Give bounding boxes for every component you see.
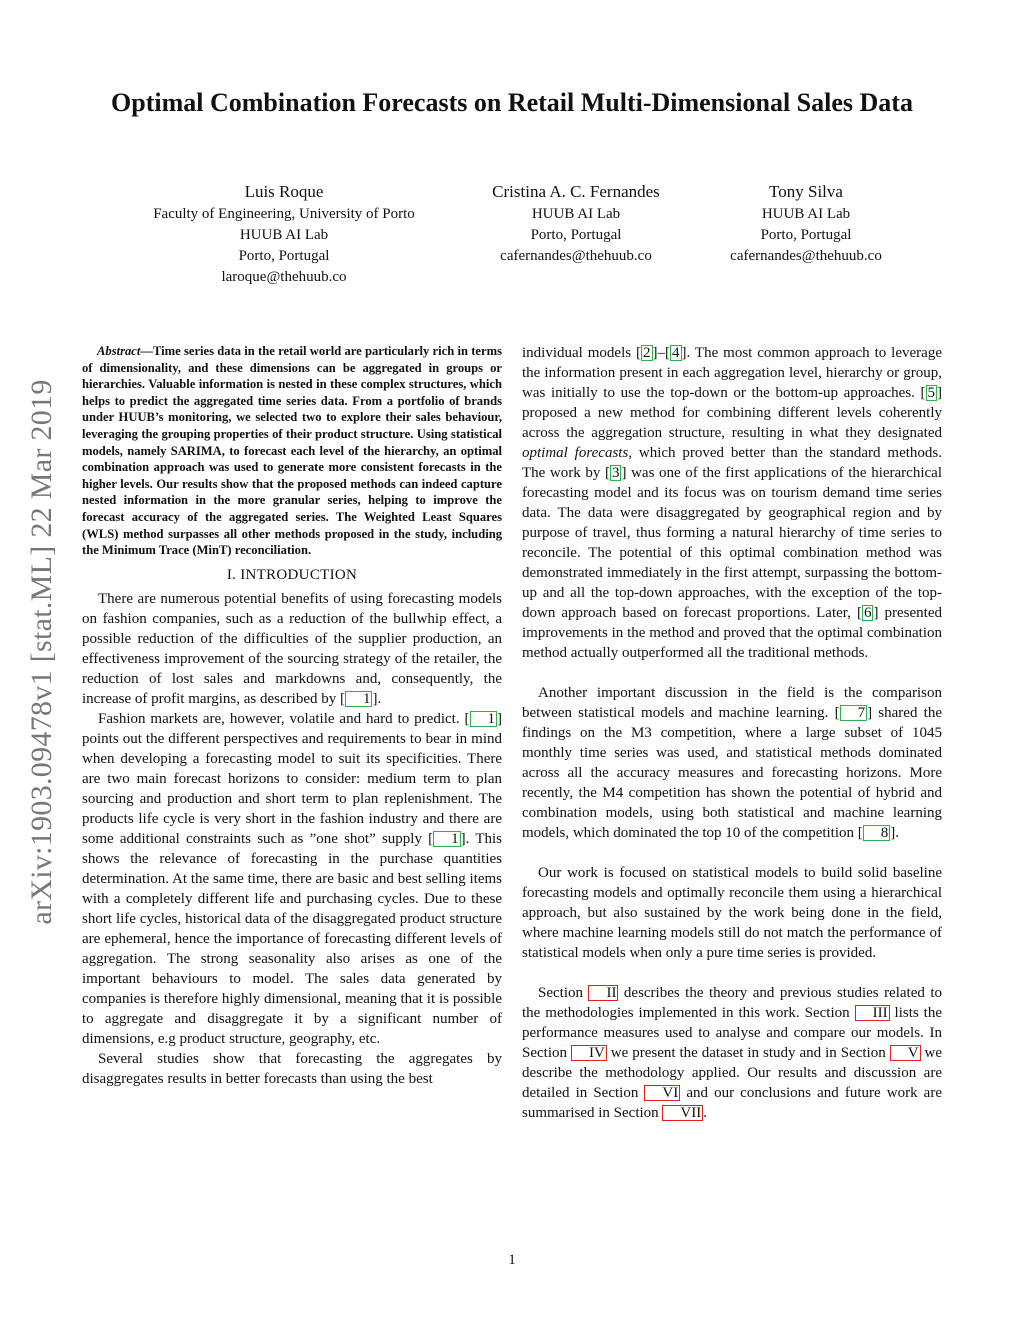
author-location: Porto, Portugal: [530, 227, 622, 243]
emphasis: optimal forecasts: [522, 445, 629, 461]
section-ref-link[interactable]: II: [588, 985, 618, 1001]
citation-link[interactable]: 8: [863, 825, 891, 841]
citation-link[interactable]: 3: [611, 465, 620, 481]
paper-title: Optimal Combination Forecasts on Retail Multi-Dimensional Sales Data: [111, 88, 913, 117]
citation-link[interactable]: 4: [672, 345, 680, 361]
arxiv-stamp: [22, 342, 62, 962]
paragraph-gap: [522, 843, 942, 863]
section-ref-link[interactable]: V: [890, 1045, 921, 1061]
author-2: [476, 180, 676, 267]
page-number: 1: [508, 1252, 516, 1268]
section-ref-link[interactable]: IV: [571, 1045, 607, 1061]
paragraph: Fashion markets are, however, volatile and hard to predict. [ 1 ] points out the different perspectives and requirements to bear in mind when developing a forecasting model to suit its specificities. There are two main forecast horizons to consider: medium term to plan sourcing and production and short term to plan replenishment. The products life cycle is very short in the fashion industry and there are some additional constraints such as ”one shot” supply [ 1 ]. This shows the relevance of forecasting in the purchase quantities determination. At the same time, there are basic and best selling items with a completely different life and purchasing cycles. Due to these short life cycles, historical data of the disaggregated product structure are ephemeral, hence the importance of forecasting different levels of aggregation. The strong seasonality also arises as one of the important behaviours to model. The sales data generated by companies is therefore highly dimensional, meaning that it is possible to aggregate and disaggregate it by a significant number of dimensions, e.g product structure, geography, etc.: [82, 710, 502, 1047]
author-affiliation: HUUB AI Lab: [761, 206, 851, 222]
citation-link[interactable]: 7: [840, 705, 868, 721]
paragraph: individual models [ 2 ]–[ 4 ]. The most common approach to leverage the information present in each aggregation level, hierarchy or group, was initially to use the top-down or the bottom-up approaches. [ 5 ] proposed a new method for combining different levels coherently across the aggregation structure, resulting in what they designated optimal forecasts, which proved better than the standard methods. The work by [ 3 ] was one of the first applications of the hierarchical forecasting model and its focus was on tourism demand time series data. The data were disaggregated by geographical region and by purpose of travel, thus forming a natural hierarchy of time series to reconcile. The potential of this optimal combination method was demonstrated immediately in the first attempt, surpassing the bottom-up and all the top-down approaches, with the exception of the top-down approach based on forecast proportions. Later, [ 6 ] presented improvements in the method and proved that the optimal combination method actually outperformed all the traditional methods.: [522, 345, 942, 661]
paragraph-gap: [522, 663, 942, 683]
abstract-label: Abstract: [97, 344, 141, 358]
author-affiliation: HUUB AI Lab: [531, 206, 621, 222]
citation-link[interactable]: 2: [643, 345, 651, 361]
author-name: Luis Roque: [244, 182, 324, 201]
author-location: Porto, Portugal: [760, 227, 852, 243]
right-column: [522, 343, 942, 1123]
author-name: Tony Silva: [769, 182, 843, 201]
paragraph: Our work is focused on statistical models to build solid baseline forecasting models and optimally reconcile them using a hierarchical approach, but also sustained by the work being done in the field, where machine learning models still do not match the performance of statistical models when only a pure time series is provided.: [522, 865, 942, 961]
citation-link[interactable]: 1: [433, 831, 461, 847]
section-ref-link[interactable]: VI: [644, 1085, 680, 1101]
arxiv-stamp-text: arXiv:1903.09478v1 [stat.ML] 22 Mar 2019: [25, 379, 58, 925]
abstract-text: —Time series data in the retail world are particularly rich in terms of dimensionality, and these dimensions can be aggregated in groups or hierarchies. Valuable information is nested in these complex structures, which helps to predict the aggregated time series data. From a portfolio of brands under HUUB’s monitoring, we selected two to explore their sales behaviour, leveraging the grouping properties of their product structure. Using statistical models, namely SARIMA, to forecast each level of the hierarchy, an optimal combination approach was used to generate more consistent forecasts in the higher levels. Our results show that the proposed methods can indeed capture nested information in the more granular series, helping to improve the forecast accuracy of the aggregated series. The Weighted Least Squares (WLS) method surpasses all other methods proposed in the study, including the Minimum Trace (MinT) reconciliation.: [82, 344, 502, 558]
paragraph: Several studies show that forecasting the aggregates by disaggregates results in better forecasts than using the best: [82, 1050, 502, 1087]
author-1: [134, 180, 434, 288]
citation-link[interactable]: 6: [863, 605, 872, 621]
section-heading: I. INTRODUCTION: [226, 566, 358, 583]
section-ref-link[interactable]: III: [855, 1005, 890, 1021]
section-ref-link[interactable]: VII: [662, 1105, 703, 1121]
citation-link[interactable]: 5: [927, 385, 935, 401]
author-affiliation: HUUB AI Lab: [239, 227, 329, 243]
abstract: [82, 343, 502, 559]
paragraph: There are numerous potential benefits of using forecasting models on fashion companies, such as a reduction of the bullwhip effect, a possible reduction of the difficulties of the supplier production, an effectiveness improvement of the sourcing strategy of the retailer, the reduction of lost sales and markdowns and, consequently, the increase of profit margins, as described by [ 1 ].: [82, 590, 502, 707]
left-column: [82, 343, 502, 1089]
author-location: Porto, Portugal: [238, 248, 330, 264]
citation-link[interactable]: 1: [345, 691, 373, 707]
author-email: cafernandes@thehuub.co: [730, 248, 882, 264]
author-email: laroque@thehuub.co: [221, 269, 347, 285]
author-email: cafernandes@thehuub.co: [500, 248, 652, 264]
author-3: [716, 180, 896, 267]
author-affiliation: Faculty of Engineering, University of Porto: [153, 206, 415, 222]
citation-link[interactable]: 1: [470, 711, 498, 727]
paragraph-gap: [522, 963, 942, 983]
paragraph: Another important discussion in the field is the comparison between statistical models and machine learning. [ 7 ] shared the findings on the M3 competition, where a large subset of 1045 monthly time series was used, and statistical methods dominated across all the accuracy measures and forecasting horizons. More recently, the M4 competition has shown the potential of hybrid and combination models, using both statistical and machine learning models, which dominated the top 10 of the competition [ 8 ].: [522, 685, 942, 841]
paragraph: Section II describes the theory and previous studies related to the methodologies implemented in this work. Section III lists the performance measures used to analyse and compare our models. In Section IV we present the dataset in study and in Section V we describe the methodology applied. Our results and discussion are detailed in Section VI and our conclusions and future work are summarised in Section VII .: [522, 985, 942, 1121]
author-name: Cristina A. C. Fernandes: [492, 182, 660, 201]
